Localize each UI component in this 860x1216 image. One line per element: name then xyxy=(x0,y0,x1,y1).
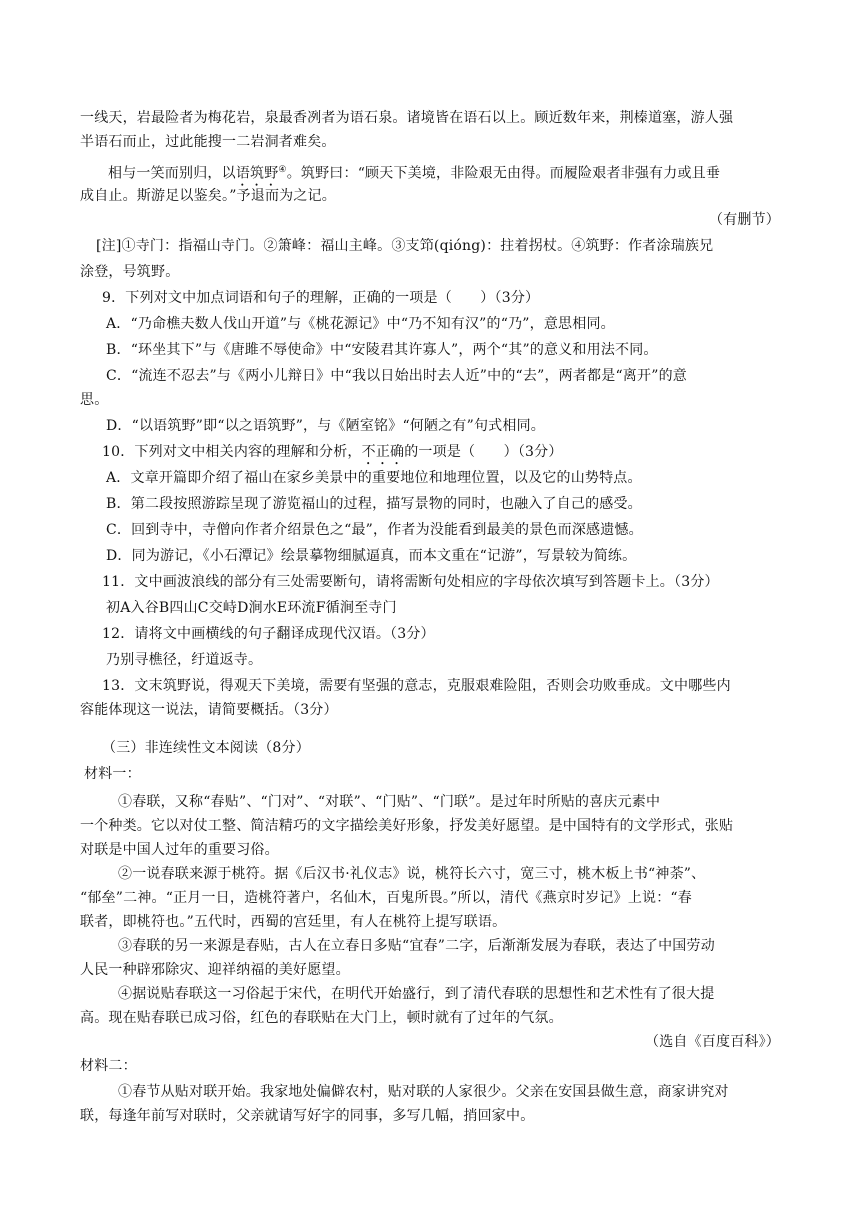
material-line: 联，每逢年前写对联时，父亲就请写好字的同事，多写几幅，捎回家中。 xyxy=(80,1108,535,1124)
question-12-text: 乃别寻樵径，纡道返寺。 xyxy=(106,652,263,668)
material-line: 对联是中国人过年的重要习俗。 xyxy=(80,842,279,858)
material-line: ①春节从贴对联开始。我家地处偏僻农村，贴对联的人家很少。父亲在安国县做生意，商家讲究对 xyxy=(118,1084,729,1100)
passage-text: 相与一笑而别归，以 xyxy=(108,165,236,182)
material-line: ④据说贴春联这一习俗起于宋代，在明代开始盛行，到了清代春联的思想性和艺术性有了很大提 xyxy=(118,986,715,1002)
option-10d: D．同为游记，《小石潭记》绘景摹物细腻逼真，而本文重在“记游”，写景较为简练。 xyxy=(106,548,637,564)
annotation-line: [注]①寺门：指福山寺门。②箫峰：福山主峰。③支笻(qióng)：拄着拐杖。④筑野：作者涂瑞族兄 xyxy=(96,238,714,254)
material-line: 联者，即桃符也。”五代时，西蜀的宫廷里，有人在桃符上提写联语。 xyxy=(80,914,507,930)
question-11-text: 初A入谷B四山C交峙D涧水E环流F循涧至寺门 xyxy=(106,600,397,616)
passage-text: 。筑野曰：“顾天下美境，非险艰无由得。而履险艰者非强有力或且垂 xyxy=(286,165,721,182)
option-9c: C．“流连不忍去”与《两小儿辩日》中“我以日始出时去人近”中的“去”，两者都是“离开”的意 xyxy=(106,368,687,384)
material-line: 一个种类。它以对仗工整、简洁精巧的文字描绘美好形象，抒发美好愿望。是中国特有的文学形式，张贴 xyxy=(80,818,734,834)
option-9a: A．“乃命樵夫数人伐山开道”与《桃花源记》中“乃不知有汉”的“乃”，意思相同。 xyxy=(106,316,615,332)
question-9: 9．下列对文中加点词语和句子的理解，正确的一项是（ ）（3分） xyxy=(102,290,540,306)
material-line: ③春联的另一来源是春贴，古人在立春日多贴“宜春”二字，后渐渐发展为春联，表达了中国劳动 xyxy=(118,938,715,954)
option-9c-cont: 思。 xyxy=(80,392,109,408)
question-11: 11．文中画波浪线的部分有三处需要断句，请将需断句处相应的字母依次填写到答题卡上。（3分） xyxy=(102,574,719,590)
dotted-phrase: 语筑野 xyxy=(235,165,279,182)
question-10 xyxy=(102,442,563,468)
material-label: 材料一： xyxy=(84,766,141,782)
option-10c: C．回到寺中，寺僧向作者介绍景色之“最”，作者为没能看到最美的景色而深感遗憾。 xyxy=(106,522,643,538)
material-line: 高。现在贴春联已成习俗，红色的春联贴在大门上，顿时就有了过年的气氛。 xyxy=(80,1010,563,1026)
question-13: 13．文末筑野说，得观天下美境，需要有坚强的意志，克服艰难险阻，否则会功败垂成。文中哪些内 xyxy=(102,678,731,694)
passage-line: 半语石而止，过此能搜一二岩洞者难矣。 xyxy=(80,134,336,150)
option-9d: D．“以语筑野”即“以之语筑野”，与《陋室铭》“何陋之有”句式相同。 xyxy=(106,418,545,434)
footnote-mark: ④ xyxy=(278,165,287,175)
question-12: 12．请将文中画横线的句子翻译成现代汉语。（3分） xyxy=(102,626,435,642)
dotted-phrase: 不正确 xyxy=(361,444,405,460)
source-note: （选自《百度百科》） xyxy=(645,1034,780,1050)
material-line: ①春联，又称“春贴”、“门对”、“对联”、“门贴”、“门联”。是过年时所贴的喜庆元素中 xyxy=(118,794,661,810)
annotation-line: 涂登，号筑野。 xyxy=(80,264,180,280)
passage-line: 一线天，岩最险者为梅花岩，泉最香冽者为语石泉。诸境皆在语石以上。顾近数年来，荆榛道塞，游人强 xyxy=(80,110,734,126)
question-13-cont: 容能体现这一说法，请简要概括。（3分） xyxy=(80,702,338,718)
question-text: 的一项是（ ）（3分） xyxy=(404,444,563,460)
question-text: 10．下列对文中相关内容的理解和分析， xyxy=(102,444,362,460)
passage-line: 成自止。斯游足以鉴矣。”予退而为之记。 xyxy=(80,188,336,204)
section-heading: （三）非连续性文本阅读（8分） xyxy=(102,740,310,756)
option-10a: A．文章开篇即介绍了福山在家乡美景中的重要地位和地理位置，以及它的山势特点。 xyxy=(106,470,642,486)
source-note: （有删节） xyxy=(709,212,780,228)
material-line: ②一说春联来源于桃符。据《后汉书·礼仪志》说，桃符长六寸，宽三寸，桃木板上书“神荼”、 xyxy=(118,866,706,882)
material-line: 人民一种辟邪除灾、迎祥纳福的美好愿望。 xyxy=(80,962,350,978)
material-label: 材料二： xyxy=(80,1058,137,1074)
material-line: “郁垒”二神。“正月一日，造桃符著户，名仙木，百鬼所畏。”所以，清代《燕京时岁记》上说：“春 xyxy=(80,890,692,906)
option-9b: B．“环坐其下”与《唐雎不辱使命》中“安陵君其许寡人”，两个“其”的意义和用法不同。 xyxy=(106,342,658,358)
option-10b: B．第二段按照游踪呈现了游览福山的过程，描写景物的同时，也融入了自己的感受。 xyxy=(106,496,642,512)
